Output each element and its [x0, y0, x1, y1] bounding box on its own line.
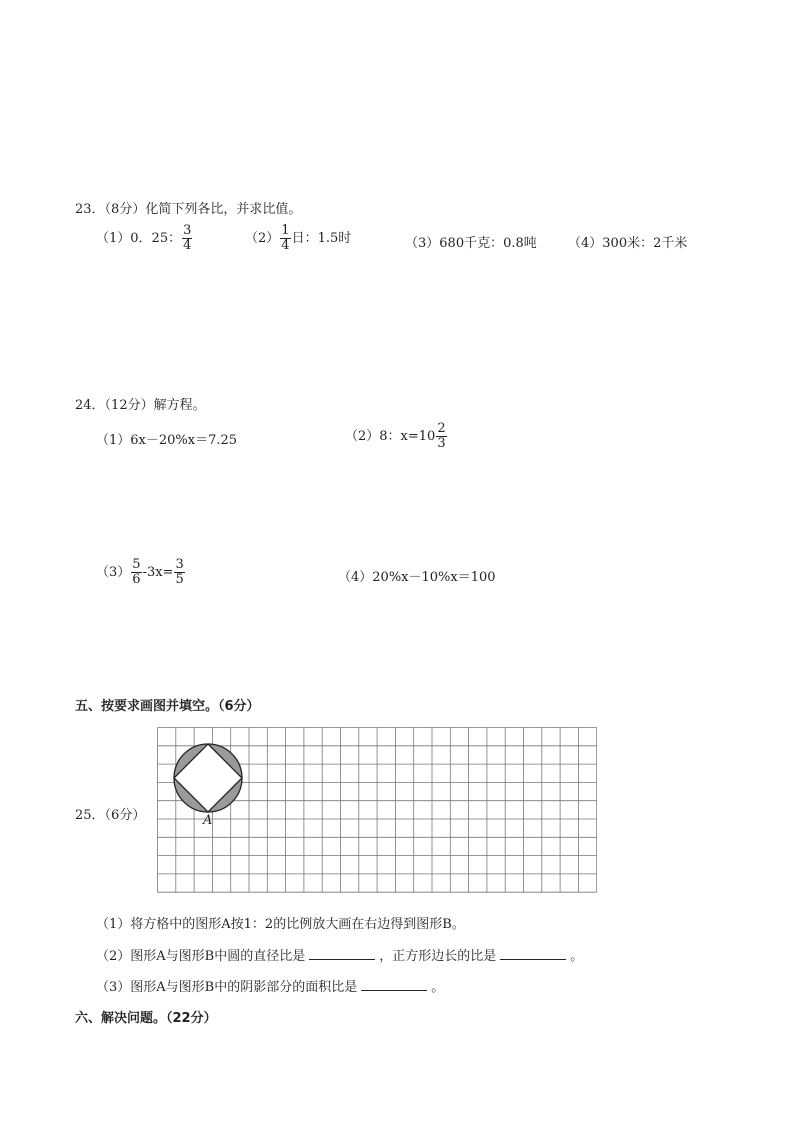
- fraction-numerator: 3: [183, 223, 192, 238]
- q24-part3-prefix: （3）: [96, 565, 131, 580]
- answer-blank-shaded-area-ratio[interactable]: [361, 978, 427, 991]
- q23-part2-fraction: [280, 224, 290, 253]
- q24-part3-fraction-2: [174, 558, 184, 587]
- fraction-denominator: 5: [175, 572, 184, 587]
- q24-part2-prefix: （2）8：x=10: [345, 429, 436, 444]
- q23-part3: （3）680千克：0.8吨: [405, 236, 537, 251]
- answer-blank-side-ratio[interactable]: [500, 947, 566, 960]
- q25-sub3-text-b: 。: [431, 980, 445, 995]
- section5-title: 五、按要求画图并填空。（6分）: [75, 699, 260, 714]
- q23-part4: （4）300米：2千米: [568, 236, 688, 251]
- q23-header: 23．（8分）化简下列各比，并求比值。: [75, 202, 302, 217]
- q25-sub3: [96, 976, 444, 995]
- q24-part2: [345, 422, 448, 451]
- q25-sub3-text-a: （3）图形A与图形B中的阴影部分的面积比是: [96, 980, 358, 995]
- q23-part2: [245, 224, 351, 253]
- q23-part1-prefix: （1）0．25：: [96, 231, 182, 246]
- fraction-denominator: 4: [183, 238, 192, 253]
- fraction-numerator: 2: [437, 421, 446, 436]
- q24-part3-mid: -3x=: [142, 565, 174, 580]
- q24-part2-fraction: [436, 422, 446, 451]
- fraction-numerator: 5: [132, 557, 141, 572]
- drawing-grid: [157, 727, 597, 897]
- q23-part2-prefix: （2）: [245, 231, 280, 246]
- q24-part3: [96, 558, 186, 587]
- fraction-denominator: 3: [437, 436, 446, 451]
- fraction-numerator: 3: [175, 557, 184, 572]
- answer-blank-diameter-ratio[interactable]: [309, 947, 375, 960]
- figure-a: [174, 744, 242, 812]
- q23-part2-suffix: 日：1.5时: [291, 231, 352, 246]
- q25-label: 25．（6分）: [75, 808, 146, 823]
- q23-part1-fraction: [182, 224, 192, 253]
- q23-part1: [96, 224, 193, 253]
- figure-a-label: A: [203, 813, 213, 828]
- section6-title: 六、解决问题。（22分）: [75, 1011, 217, 1026]
- q25-sub2-text-a: （2）图形A与图形B中圆的直径比是: [96, 949, 306, 964]
- fraction-denominator: 6: [132, 572, 141, 587]
- q25-sub2: [96, 945, 583, 964]
- q25-sub1: （1）将方格中的图形A按1：2的比例放大画在右边得到图形B。: [96, 917, 465, 932]
- q24-part3-fraction-1: [131, 558, 141, 587]
- q25-sub2-text-b: ，正方形边长的比是: [379, 949, 497, 964]
- q25-sub2-text-c: 。: [570, 949, 584, 964]
- q24-part4: （4）20%x－10%x＝100: [338, 570, 496, 585]
- fraction-denominator: 4: [281, 238, 290, 253]
- q24-header: 24．（12分）解方程。: [75, 398, 206, 413]
- q24-part1: （1）6x－20%x＝7.25: [96, 433, 238, 448]
- fraction-numerator: 1: [281, 223, 290, 238]
